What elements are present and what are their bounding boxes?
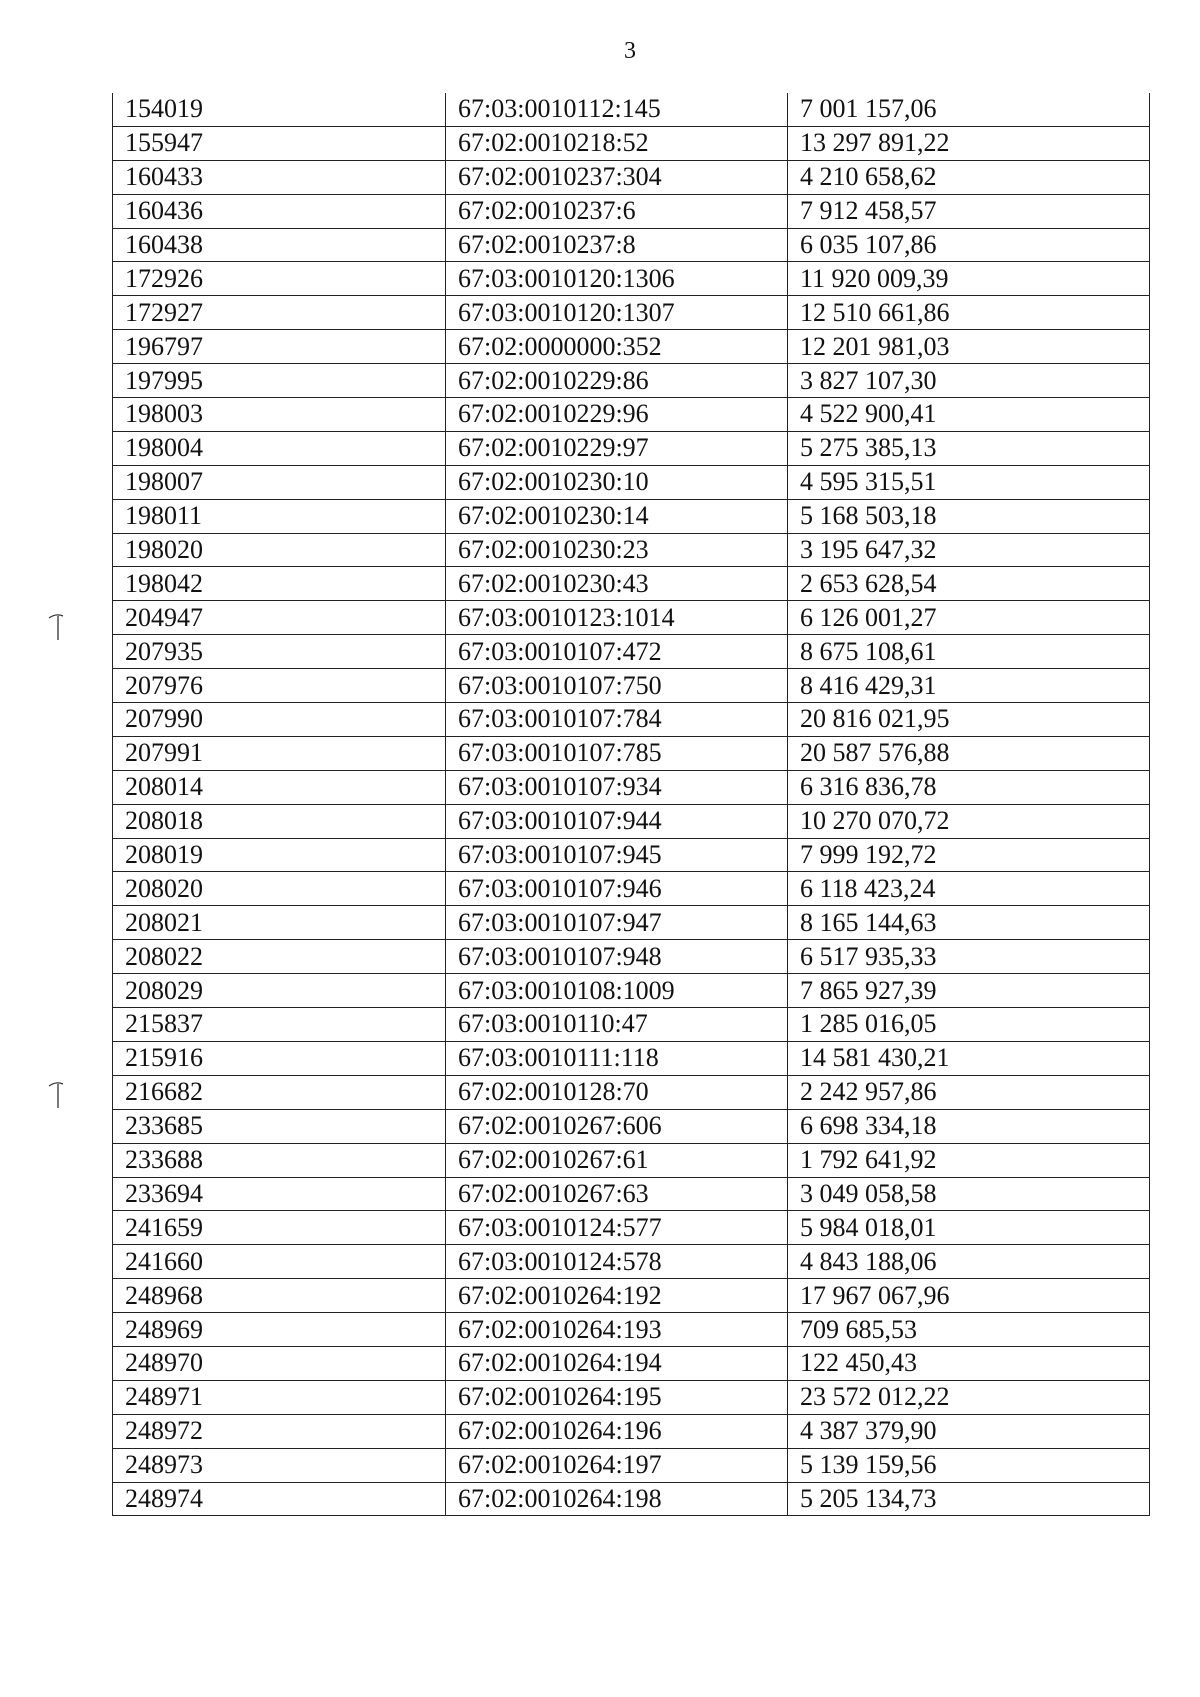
table-row — [113, 601, 1150, 635]
cadastral-value-cell: 4 522 900,41 — [788, 398, 1150, 432]
cadastral-number-cell: 67:03:0010124:578 — [446, 1245, 788, 1279]
record-number-cell: 208021 — [113, 906, 446, 940]
cadastral-number-cell: 67:03:0010107:944 — [446, 804, 788, 838]
table-row — [113, 398, 1150, 432]
table-row — [113, 736, 1150, 770]
record-number-cell: 215916 — [113, 1041, 446, 1075]
cadastral-number-cell: 67:02:0000000:352 — [446, 330, 788, 364]
cadastral-number-cell: 67:02:0010218:52 — [446, 126, 788, 160]
cadastral-number-cell: 67:03:0010111:118 — [446, 1041, 788, 1075]
cadastral-value-cell: 20 587 576,88 — [788, 736, 1150, 770]
cadastral-value-cell: 20 816 021,95 — [788, 703, 1150, 737]
table-row — [113, 431, 1150, 465]
cadastral-number-cell: 67:02:0010229:86 — [446, 364, 788, 398]
table-row — [113, 1211, 1150, 1245]
record-number-cell: 208020 — [113, 872, 446, 906]
cadastral-number-cell: 67:02:0010237:6 — [446, 194, 788, 228]
cadastral-number-cell: 67:02:0010264:198 — [446, 1482, 788, 1516]
cadastral-value-cell: 10 270 070,72 — [788, 804, 1150, 838]
cadastral-value-cell: 5 168 503,18 — [788, 499, 1150, 533]
record-number-cell: 208014 — [113, 770, 446, 804]
table-row — [113, 567, 1150, 601]
cadastral-number-cell: 67:02:0010264:195 — [446, 1380, 788, 1414]
table-row — [113, 940, 1150, 974]
table-row — [113, 1279, 1150, 1313]
cadastral-value-cell: 17 967 067,96 — [788, 1279, 1150, 1313]
record-number-cell: 248968 — [113, 1279, 446, 1313]
cadastral-value-cell: 4 210 658,62 — [788, 160, 1150, 194]
table-row — [113, 1143, 1150, 1177]
table-row — [113, 1177, 1150, 1211]
table-row — [113, 194, 1150, 228]
table-row — [113, 1448, 1150, 1482]
table-row — [113, 1075, 1150, 1109]
record-number-cell: 248970 — [113, 1346, 446, 1380]
cadastral-value-cell: 2 242 957,86 — [788, 1075, 1150, 1109]
table-row — [113, 838, 1150, 872]
table-row — [113, 499, 1150, 533]
cadastral-number-cell: 67:03:0010123:1014 — [446, 601, 788, 635]
record-number-cell: 248971 — [113, 1380, 446, 1414]
table-row — [113, 1109, 1150, 1143]
record-number-cell: 172927 — [113, 296, 446, 330]
record-number-cell: 216682 — [113, 1075, 446, 1109]
cadastral-number-cell: 67:03:0010107:934 — [446, 770, 788, 804]
cadastral-value-cell: 5 139 159,56 — [788, 1448, 1150, 1482]
cadastral-number-cell: 67:03:0010120:1307 — [446, 296, 788, 330]
cadastral-value-cell: 6 517 935,33 — [788, 940, 1150, 974]
record-number-cell: 233688 — [113, 1143, 446, 1177]
cadastral-value-cell: 2 653 628,54 — [788, 567, 1150, 601]
record-number-cell: 248974 — [113, 1482, 446, 1516]
cadastral-value-cell: 4 843 188,06 — [788, 1245, 1150, 1279]
record-number-cell: 207990 — [113, 703, 446, 737]
cadastral-value-cell: 6 126 001,27 — [788, 601, 1150, 635]
record-number-cell: 208018 — [113, 804, 446, 838]
table-row — [113, 296, 1150, 330]
cadastral-value-cell: 6 316 836,78 — [788, 770, 1150, 804]
cadastral-number-cell: 67:03:0010120:1306 — [446, 262, 788, 296]
cadastral-number-cell: 67:02:0010267:61 — [446, 1143, 788, 1177]
record-number-cell: 154019 — [113, 93, 446, 126]
cadastral-value-cell: 1 285 016,05 — [788, 1008, 1150, 1042]
cadastral-number-cell: 67:03:0010107:784 — [446, 703, 788, 737]
cadastral-value-cell: 6 035 107,86 — [788, 228, 1150, 262]
cadastral-value-cell: 4 595 315,51 — [788, 465, 1150, 499]
cadastral-number-cell: 67:02:0010237:304 — [446, 160, 788, 194]
cadastral-number-cell: 67:03:0010107:947 — [446, 906, 788, 940]
cadastral-number-cell: 67:02:0010267:606 — [446, 1109, 788, 1143]
table-row — [113, 330, 1150, 364]
record-number-cell: 196797 — [113, 330, 446, 364]
cadastral-value-cell: 7 912 458,57 — [788, 194, 1150, 228]
cadastral-value-cell: 7 999 192,72 — [788, 838, 1150, 872]
binding-hole-mark-icon — [48, 1080, 64, 1110]
record-number-cell: 160433 — [113, 160, 446, 194]
table-row — [113, 93, 1150, 126]
table-row — [113, 703, 1150, 737]
cadastral-number-cell: 67:02:0010264:197 — [446, 1448, 788, 1482]
cadastral-number-cell: 67:03:0010107:945 — [446, 838, 788, 872]
cadastral-value-cell: 6 118 423,24 — [788, 872, 1150, 906]
record-number-cell: 215837 — [113, 1008, 446, 1042]
cadastral-number-cell: 67:02:0010264:194 — [446, 1346, 788, 1380]
table-row — [113, 872, 1150, 906]
record-number-cell: 207976 — [113, 669, 446, 703]
cadastral-value-cell: 23 572 012,22 — [788, 1380, 1150, 1414]
record-number-cell: 248973 — [113, 1448, 446, 1482]
cadastral-number-cell: 67:03:0010107:472 — [446, 635, 788, 669]
record-number-cell: 241660 — [113, 1245, 446, 1279]
record-number-cell: 198003 — [113, 398, 446, 432]
table-row — [113, 228, 1150, 262]
table-row — [113, 1482, 1150, 1516]
cadastral-number-cell: 67:02:0010267:63 — [446, 1177, 788, 1211]
cadastral-number-cell: 67:03:0010107:948 — [446, 940, 788, 974]
record-number-cell: 248972 — [113, 1414, 446, 1448]
table-row — [113, 1041, 1150, 1075]
cadastral-number-cell: 67:02:0010237:8 — [446, 228, 788, 262]
cadastral-value-cell: 122 450,43 — [788, 1346, 1150, 1380]
record-number-cell: 198011 — [113, 499, 446, 533]
record-number-cell: 241659 — [113, 1211, 446, 1245]
cadastral-value-cell: 8 675 108,61 — [788, 635, 1150, 669]
table-row — [113, 804, 1150, 838]
cadastral-value-cell: 12 201 981,03 — [788, 330, 1150, 364]
record-number-cell: 160436 — [113, 194, 446, 228]
cadastral-number-cell: 67:02:0010230:43 — [446, 567, 788, 601]
cadastral-value-cell: 5 205 134,73 — [788, 1482, 1150, 1516]
cadastral-number-cell: 67:03:0010124:577 — [446, 1211, 788, 1245]
cadastral-number-cell: 67:02:0010230:14 — [446, 499, 788, 533]
table-row — [113, 262, 1150, 296]
record-number-cell: 207991 — [113, 736, 446, 770]
record-number-cell: 204947 — [113, 601, 446, 635]
cadastral-value-cell: 12 510 661,86 — [788, 296, 1150, 330]
table-row — [113, 364, 1150, 398]
cadastral-value-cell: 5 275 385,13 — [788, 431, 1150, 465]
table-row — [113, 126, 1150, 160]
cadastral-number-cell: 67:02:0010264:196 — [446, 1414, 788, 1448]
cadastral-value-cell: 7 865 927,39 — [788, 974, 1150, 1008]
table-row — [113, 1313, 1150, 1347]
table-row — [113, 465, 1150, 499]
cadastral-number-cell: 67:03:0010107:946 — [446, 872, 788, 906]
table-row — [113, 1414, 1150, 1448]
table-row — [113, 1380, 1150, 1414]
record-number-cell: 233694 — [113, 1177, 446, 1211]
cadastral-value-cell: 6 698 334,18 — [788, 1109, 1150, 1143]
record-number-cell: 155947 — [113, 126, 446, 160]
cadastral-value-cell: 709 685,53 — [788, 1313, 1150, 1347]
record-number-cell: 198004 — [113, 431, 446, 465]
table-row — [113, 635, 1150, 669]
record-number-cell: 208022 — [113, 940, 446, 974]
cadastral-value-cell: 11 920 009,39 — [788, 262, 1150, 296]
cadastral-number-cell: 67:02:0010230:23 — [446, 533, 788, 567]
record-number-cell: 248969 — [113, 1313, 446, 1347]
record-number-cell: 198007 — [113, 465, 446, 499]
cadastral-value-cell: 5 984 018,01 — [788, 1211, 1150, 1245]
cadastral-value-cell: 3 827 107,30 — [788, 364, 1150, 398]
cadastral-number-cell: 67:02:0010264:192 — [446, 1279, 788, 1313]
cadastral-value-cell: 7 001 157,06 — [788, 93, 1150, 126]
cadastral-number-cell: 67:03:0010112:145 — [446, 93, 788, 126]
cadastral-value-cell: 14 581 430,21 — [788, 1041, 1150, 1075]
cadastral-value-cell: 3 195 647,32 — [788, 533, 1150, 567]
record-number-cell: 208019 — [113, 838, 446, 872]
cadastral-number-cell: 67:02:0010230:10 — [446, 465, 788, 499]
table-row — [113, 1008, 1150, 1042]
cadastral-number-cell: 67:02:0010229:96 — [446, 398, 788, 432]
table-row — [113, 533, 1150, 567]
cadastral-value-cell: 1 792 641,92 — [788, 1143, 1150, 1177]
cadastral-value-cell: 4 387 379,90 — [788, 1414, 1150, 1448]
record-number-cell: 198020 — [113, 533, 446, 567]
cadastral-number-cell: 67:03:0010108:1009 — [446, 974, 788, 1008]
cadastral-number-cell: 67:03:0010107:750 — [446, 669, 788, 703]
page-number: 3 — [624, 38, 636, 64]
cadastral-value-cell: 8 165 144,63 — [788, 906, 1150, 940]
cadastral-value-cell: 13 297 891,22 — [788, 126, 1150, 160]
record-number-cell: 207935 — [113, 635, 446, 669]
table-row — [113, 160, 1150, 194]
register-table — [112, 93, 1150, 1516]
table-row — [113, 1346, 1150, 1380]
cadastral-value-cell: 8 416 429,31 — [788, 669, 1150, 703]
register-table-body — [113, 93, 1150, 1516]
table-row — [113, 669, 1150, 703]
record-number-cell: 160438 — [113, 228, 446, 262]
cadastral-number-cell: 67:02:0010264:193 — [446, 1313, 788, 1347]
table-row — [113, 1245, 1150, 1279]
cadastral-number-cell: 67:03:0010110:47 — [446, 1008, 788, 1042]
cadastral-number-cell: 67:02:0010229:97 — [446, 431, 788, 465]
table-row — [113, 906, 1150, 940]
record-number-cell: 208029 — [113, 974, 446, 1008]
record-number-cell: 233685 — [113, 1109, 446, 1143]
record-number-cell: 197995 — [113, 364, 446, 398]
cadastral-value-cell: 3 049 058,58 — [788, 1177, 1150, 1211]
table-row — [113, 974, 1150, 1008]
record-number-cell: 198042 — [113, 567, 446, 601]
record-number-cell: 172926 — [113, 262, 446, 296]
binding-hole-mark-icon — [48, 612, 64, 642]
cadastral-number-cell: 67:02:0010128:70 — [446, 1075, 788, 1109]
table-row — [113, 770, 1150, 804]
cadastral-number-cell: 67:03:0010107:785 — [446, 736, 788, 770]
